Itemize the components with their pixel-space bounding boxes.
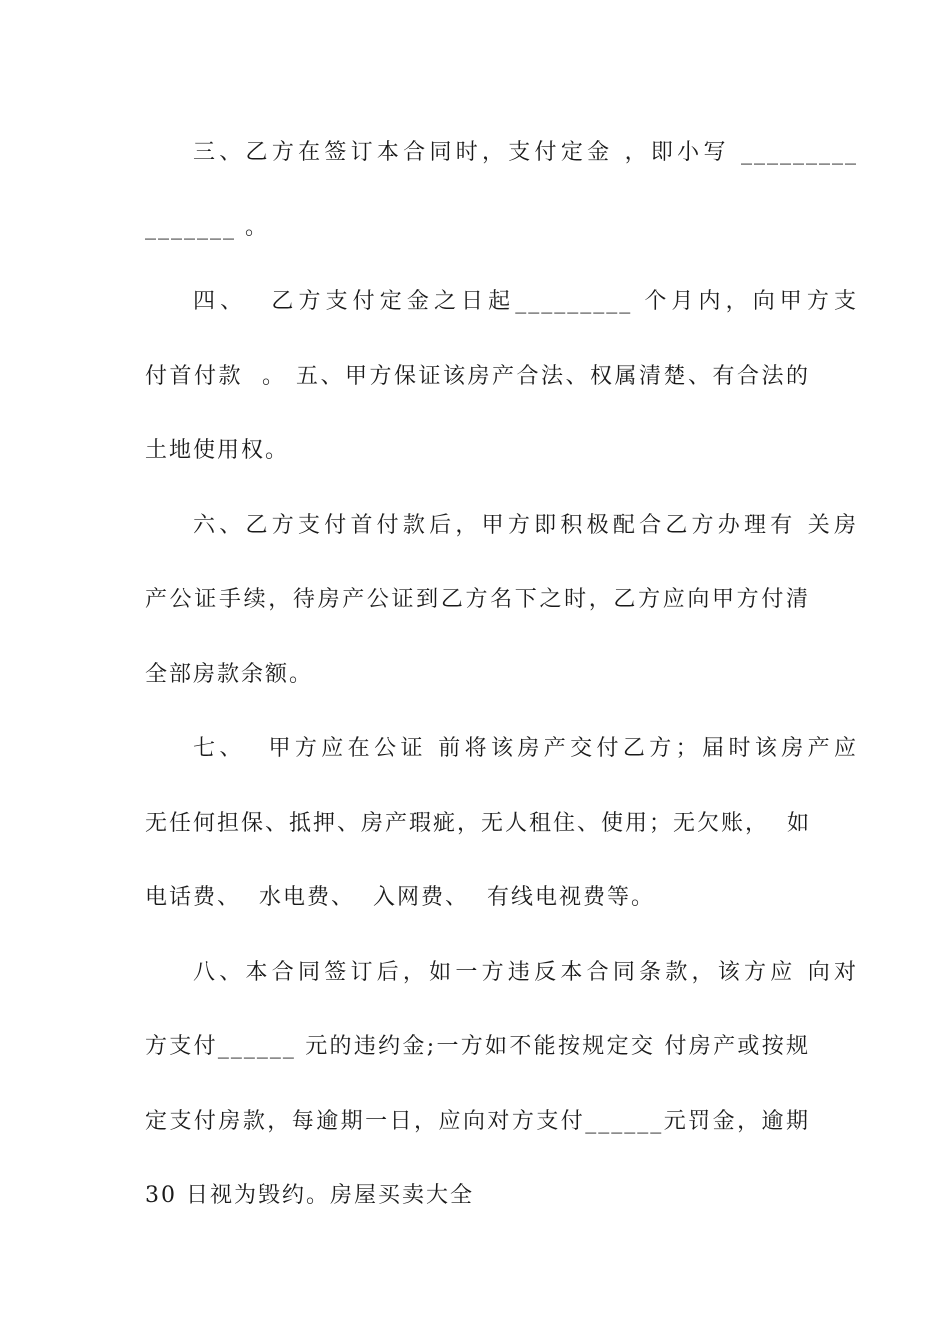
clause-5-line-2: 土地使用权。: [145, 438, 290, 463]
clause-8-line-1: 八、本合同签订后，如一方违反本合同条款，该方应 向对: [193, 960, 858, 985]
clause-4-5-line: 付首付款 。 五、甲方保证该房产合法、权属清楚、有合法的: [145, 364, 810, 389]
clause-6-line-2: 产公证手续，待房产公证到乙方名下之时，乙方应向甲方付清: [145, 587, 810, 612]
clause-7-line-3: 电话费、 水电费、 入网费、 有线电视费等。: [145, 885, 655, 910]
clause-3-line-2: _______ 。: [145, 215, 269, 240]
clause-6-line-1: 六、乙方支付首付款后，甲方即积极配合乙方办理有 关房: [193, 513, 858, 538]
clause-8-line-4: 30 日视为毁约。房屋买卖大全: [145, 1183, 474, 1208]
clause-8-line-3: 定支付房款，每逾期一日，应向对方支付______元罚金，逾期: [145, 1109, 810, 1134]
clause-8-line-2: 方支付______ 元的违约金;一方如不能按规定交 付房产或按规: [145, 1034, 810, 1059]
clause-6-line-3: 全部房款余额。: [145, 662, 314, 687]
clause-7-line-1: 七、 甲方应在公证 前将该房产交付乙方；届时该房产应: [193, 736, 858, 761]
clause-7-line-2: 无任何担保、抵押、房产瑕疵，无人租住、使用；无欠账， 如: [145, 811, 811, 836]
clause-4-line-1: 四、 乙方支付定金之日起_________ 个月内，向甲方支: [193, 289, 858, 314]
clause-3-line-1: 三、乙方在签订本合同时，支付定金 ，即小写 _________: [193, 140, 858, 165]
